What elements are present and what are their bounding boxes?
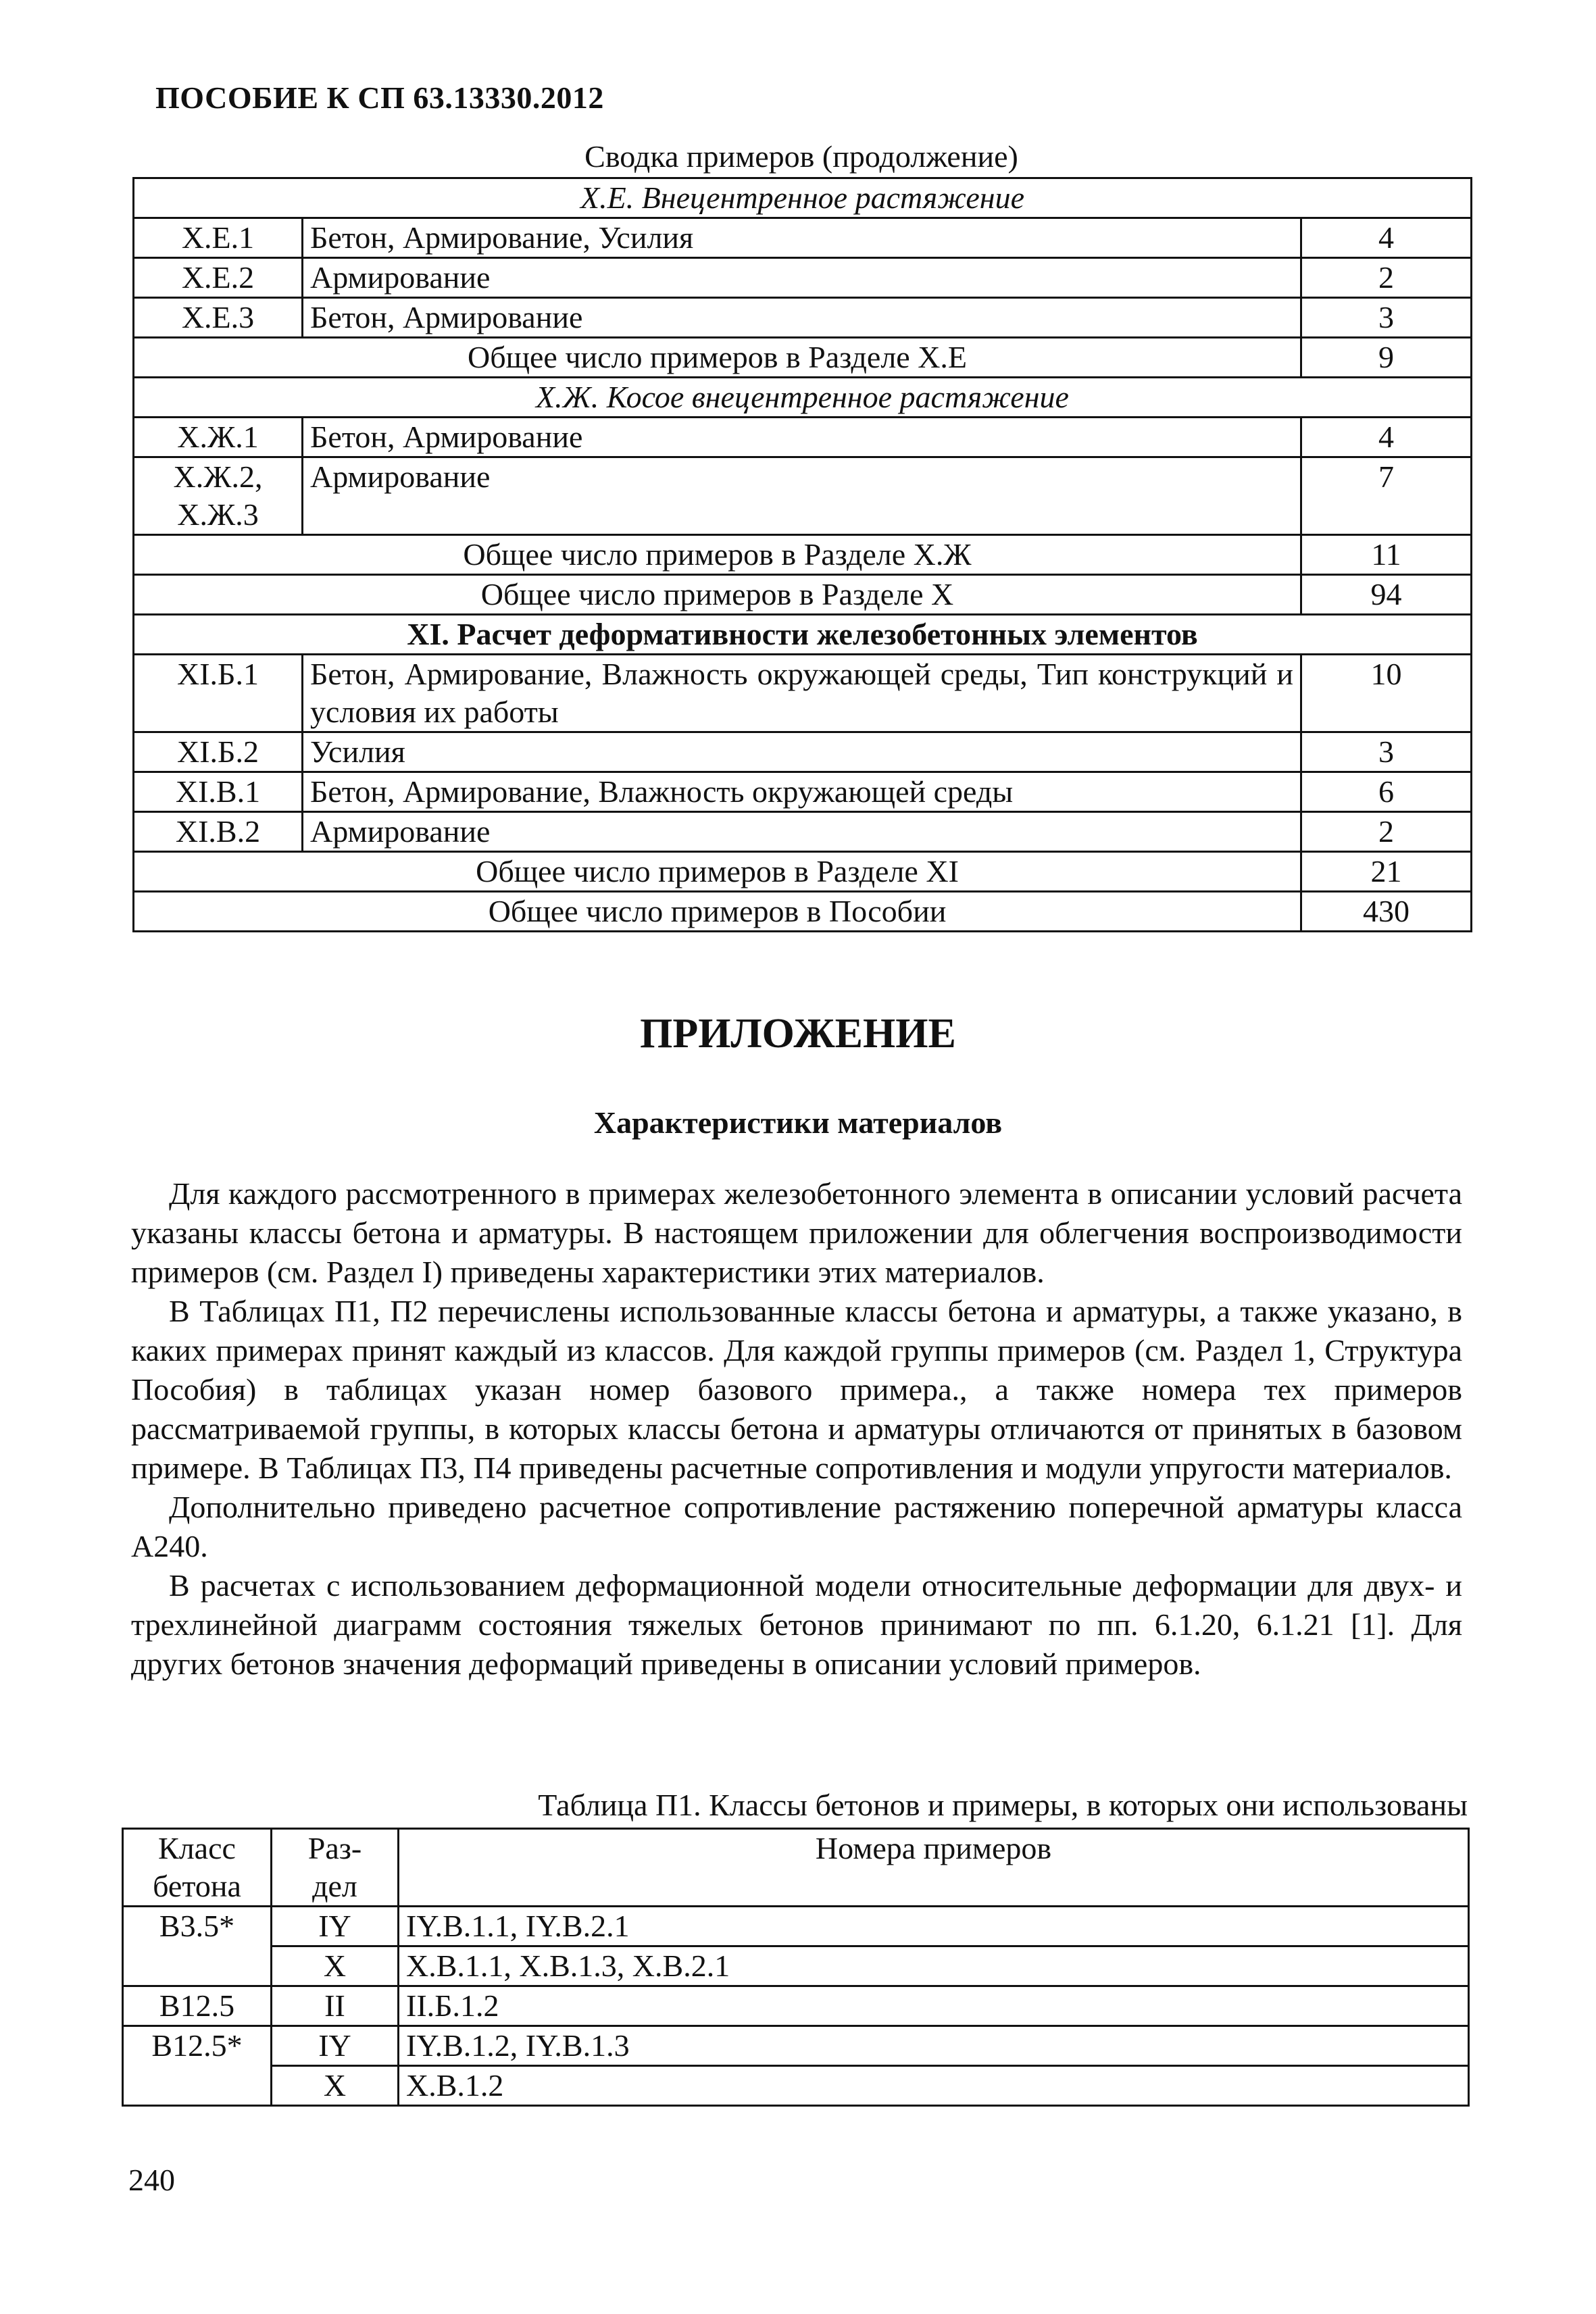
examples-cell: IY.В.1.2, IY.В.1.3: [399, 2026, 1469, 2066]
example-description: Армирование: [303, 258, 1301, 298]
example-description: Армирование: [303, 457, 1301, 535]
example-description: Армирование: [303, 812, 1301, 852]
table-row: [123, 2066, 1469, 2106]
table-p1: [122, 1828, 1470, 2107]
table-row: [134, 258, 1472, 298]
summary-table: [132, 177, 1472, 932]
example-count: 4: [1301, 218, 1472, 258]
total-count: 9: [1301, 338, 1472, 378]
table-row: [134, 772, 1472, 812]
example-count: 3: [1301, 298, 1472, 338]
running-header: ПОСОБИЕ К СП 63.13330.2012: [155, 80, 604, 115]
table-row: [134, 655, 1472, 732]
example-count: 3: [1301, 732, 1472, 772]
summary-caption: Сводка примеров (продолжение): [584, 139, 1018, 174]
appendix-body: [131, 1174, 1462, 1684]
total-row: [134, 575, 1472, 615]
example-count: 4: [1301, 418, 1472, 457]
example-code: XI.Б.1: [134, 655, 303, 732]
paragraph: Для каждого рассмотренного в примерах железобетонного элемента в описании условий расчета указаны классы бетона и арматуры. В настоящем приложении для облегчения воспроизводимости примеров (см. Раздел I) приведены характеристики этих материалов.: [131, 1176, 1462, 1289]
table-row: [123, 1907, 1469, 1946]
example-code-line: Х.Ж.2,: [173, 459, 263, 494]
total-count: 94: [1301, 575, 1472, 615]
example-count: 6: [1301, 772, 1472, 812]
paragraph: Дополнительно приведено расчетное сопротивление растяжению поперечной арматуры класса А240.: [131, 1490, 1462, 1563]
concrete-class: В3.5*: [123, 1907, 272, 1986]
example-description: Бетон, Армирование: [303, 418, 1301, 457]
example-description: Усилия: [303, 732, 1301, 772]
header-examples: Номера примеров: [399, 1829, 1469, 1907]
total-label: Общее число примеров в Разделе Х.Ж: [134, 535, 1301, 575]
section-cell: II: [272, 1986, 399, 2026]
section-row: [134, 178, 1472, 218]
table-row: [134, 732, 1472, 772]
example-code: Х.Е.2: [134, 258, 303, 298]
header-class-line: Класс: [158, 1831, 236, 1865]
total-row: [134, 338, 1472, 378]
total-label: Общее число примеров в Разделе Х: [134, 575, 1301, 615]
section-cell: X: [272, 2066, 399, 2106]
example-code: Х.Е.1: [134, 218, 303, 258]
example-code: XI.Б.2: [134, 732, 303, 772]
total-count: 11: [1301, 535, 1472, 575]
examples-cell: Х.В.1.2: [399, 2066, 1469, 2106]
section-cell: X: [272, 1946, 399, 1986]
table-row: [134, 418, 1472, 457]
example-count: 2: [1301, 258, 1472, 298]
examples-cell: IY.В.1.1, IY.В.2.1: [399, 1907, 1469, 1946]
table-row: [134, 218, 1472, 258]
example-code-line: Х.Ж.3: [177, 497, 259, 532]
table-header-row: [123, 1829, 1469, 1907]
section-cell: IY: [272, 2026, 399, 2066]
example-description: Бетон, Армирование, Усилия: [303, 218, 1301, 258]
section-row: [134, 378, 1472, 418]
grand-total-count: 430: [1301, 892, 1472, 932]
total-row: [134, 535, 1472, 575]
example-description: Бетон, Армирование, Влажность окружающей среды: [303, 772, 1301, 812]
appendix-subtitle: Характеристики материалов: [593, 1105, 1003, 1140]
example-count: 10: [1301, 655, 1472, 732]
section-row: [134, 615, 1472, 655]
total-count: 21: [1301, 852, 1472, 892]
example-description: Бетон, Армирование, Влажность окружающей среды, Тип конструкций и условия их работы: [303, 655, 1301, 732]
table-row: [123, 1986, 1469, 2026]
paragraph: В расчетах с использованием деформационной модели относительные деформации для двух- и трехлинейной диаграмм состояния тяжелых бетонов принимают по пп. 6.1.20, 6.1.21 [1]. Для других бетонов значения деформаций приведены в описании условий примеров.: [131, 1568, 1462, 1681]
header-class-line: бетона: [153, 1869, 241, 1903]
section-title: XI. Расчет деформативности железобетонных элементов: [134, 615, 1472, 655]
appendix-title: ПРИЛОЖЕНИЕ: [640, 1011, 956, 1057]
total-row: [134, 852, 1472, 892]
example-description: Бетон, Армирование: [303, 298, 1301, 338]
example-count: 7: [1301, 457, 1472, 535]
concrete-class: В12.5*: [123, 2026, 272, 2106]
page-number: 240: [128, 2163, 175, 2197]
table-row: [134, 812, 1472, 852]
section-cell: IY: [272, 1907, 399, 1946]
example-code: Х.Ж.1: [134, 418, 303, 457]
section-title: Х.Ж. Косое внецентренное растяжение: [134, 378, 1472, 418]
example-code: Х.Е.3: [134, 298, 303, 338]
header-class: [123, 1829, 272, 1907]
examples-cell: II.Б.1.2: [399, 1986, 1469, 2026]
table-row: [134, 298, 1472, 338]
concrete-class: В12.5: [123, 1986, 272, 2026]
example-count: 2: [1301, 812, 1472, 852]
total-label: Общее число примеров в Разделе Х.Е: [134, 338, 1301, 378]
example-code: XI.В.2: [134, 812, 303, 852]
table-row: [134, 457, 1472, 535]
section-title: Х.Е. Внецентренное растяжение: [134, 178, 1472, 218]
total-label: Общее число примеров в Разделе XI: [134, 852, 1301, 892]
header-section: [272, 1829, 399, 1907]
paragraph: В Таблицах П1, П2 перечислены использованные классы бетона и арматуры, а также указано, в каких примерах принят каждый из классов. Для каждой группы примеров (см. Раздел 1, Структура Пособия) в таблицах указан номер базового примера., а также номера тех примеров рассматриваемой группы, в которых классы бетона и арматуры отличаются от принятых в базовом примере. В Таблицах П3, П4 приведены расчетные сопротивления и модули упругости материалов.: [131, 1294, 1462, 1485]
example-code: XI.В.1: [134, 772, 303, 812]
example-code: [134, 457, 303, 535]
examples-cell: Х.В.1.1, Х.В.1.3, Х.В.2.1: [399, 1946, 1469, 1986]
table-row: [123, 2026, 1469, 2066]
header-section-line: Раз-: [307, 1831, 362, 1865]
grand-total-label: Общее число примеров в Пособии: [134, 892, 1301, 932]
table-row: [123, 1946, 1469, 1986]
grand-total-row: [134, 892, 1472, 932]
header-section-line: дел: [312, 1869, 357, 1903]
table-p1-caption: Таблица П1. Классы бетонов и примеры, в которых они использованы: [538, 1788, 1468, 1822]
